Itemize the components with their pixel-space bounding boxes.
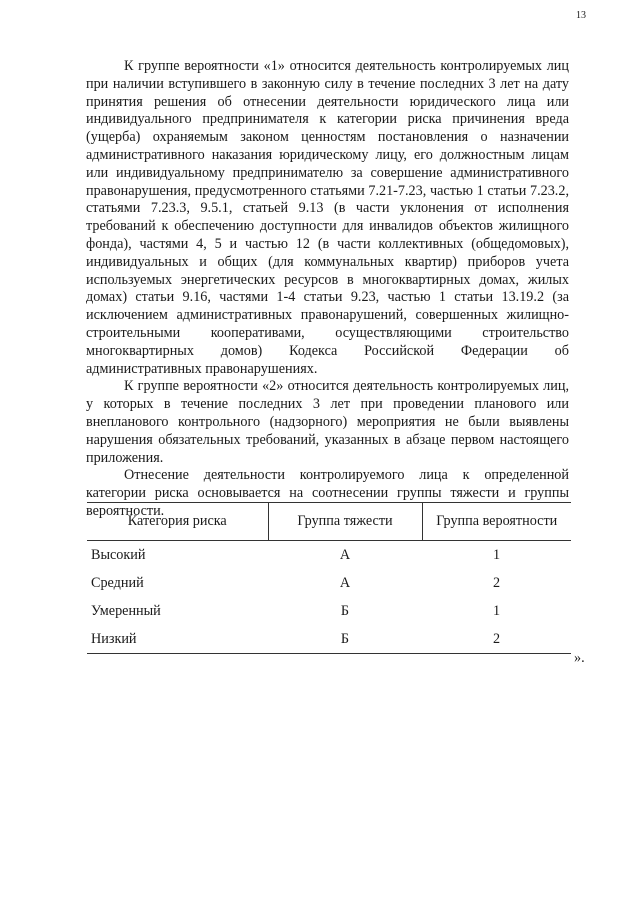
header-probability-group: Группа вероятности — [422, 503, 571, 541]
risk-category-table — [87, 502, 571, 654]
cell-probability-group: 1 — [492, 602, 501, 619]
table-header-row — [87, 503, 571, 541]
page-number: 13 — [576, 10, 586, 21]
cell-risk-category: Низкий — [87, 625, 268, 654]
closing-quote: ». — [574, 650, 585, 666]
table-row — [87, 597, 571, 625]
cell-risk-category: Высокий — [91, 546, 146, 563]
cell-risk-category: Умеренный — [91, 602, 161, 619]
document-body — [86, 58, 569, 521]
paragraph-probability-group-2: К группе вероятности «2» относится деятельность контролируемых лиц, у которых в течение последних 3 лет при проведении планового или внепланового контрольного (надзорного) мероприятия не были выявлены нарушения обязательных требований, указанных в абзаце первом настоящего приложения. — [86, 378, 569, 466]
header-severity-group: Группа тяжести — [268, 503, 422, 541]
paragraph-risk-assignment: Отнесение деятельности контролируемого лица к определенной категории риска основывается на соотнесении группы тяжести и группы вероятности. — [86, 467, 569, 519]
paragraph-probability-group-1: К группе вероятности «1» относится деятельность контролируемых лиц при наличии вступившего в законную силу в течение последних 3 лет на дату принятия решения об отнесении деятельности юридического лица или индивидуального предпринимателя к категории риска причинения вреда (ущерба) охраняемым законом ценностям постановления о назначении административного наказания юридическому лицу, его должностным лицам или индивидуальному предпринимателю за совершение административного правонарушения, предусмотренного статьями 7.21-7.23, частью 1 статьи 7.23.2, статьями 7.23.3, 9.5.1, статьей 9.13 (в части уклонения от исполнения требований к обеспечению доступности для инвалидов объектов жилищного фонда), частями 4, 5 и частью 12 (в части коллективных (общедомовых), индивидуальных и общих (для коммунальных квартир) приборов учета используемых энергетических ресурсов в многоквартирных домах, жилых домах) статьи 9.16, частями 1-4 статьи 9.23, частью 1 статьи 13.19.2 (за исключением административных правонарушений, совершенных жилищно-строительными кооперативами, осуществляющими строительство многоквартирных домов) Кодекса Российской Федерации об административных правонарушениях. — [86, 58, 569, 377]
cell-probability-group: 1 — [492, 546, 501, 563]
table-row — [87, 541, 571, 570]
cell-severity-group: Б — [340, 602, 350, 619]
cell-risk-category: Средний — [91, 574, 144, 591]
table-row — [87, 569, 571, 597]
cell-severity-group: А — [339, 546, 351, 563]
cell-severity-group: Б — [268, 625, 422, 654]
table-row — [87, 625, 571, 654]
cell-severity-group: А — [339, 574, 351, 591]
cell-probability-group: 2 — [422, 625, 571, 654]
header-risk-category: Категория риска — [87, 503, 268, 541]
cell-probability-group: 2 — [492, 574, 501, 591]
